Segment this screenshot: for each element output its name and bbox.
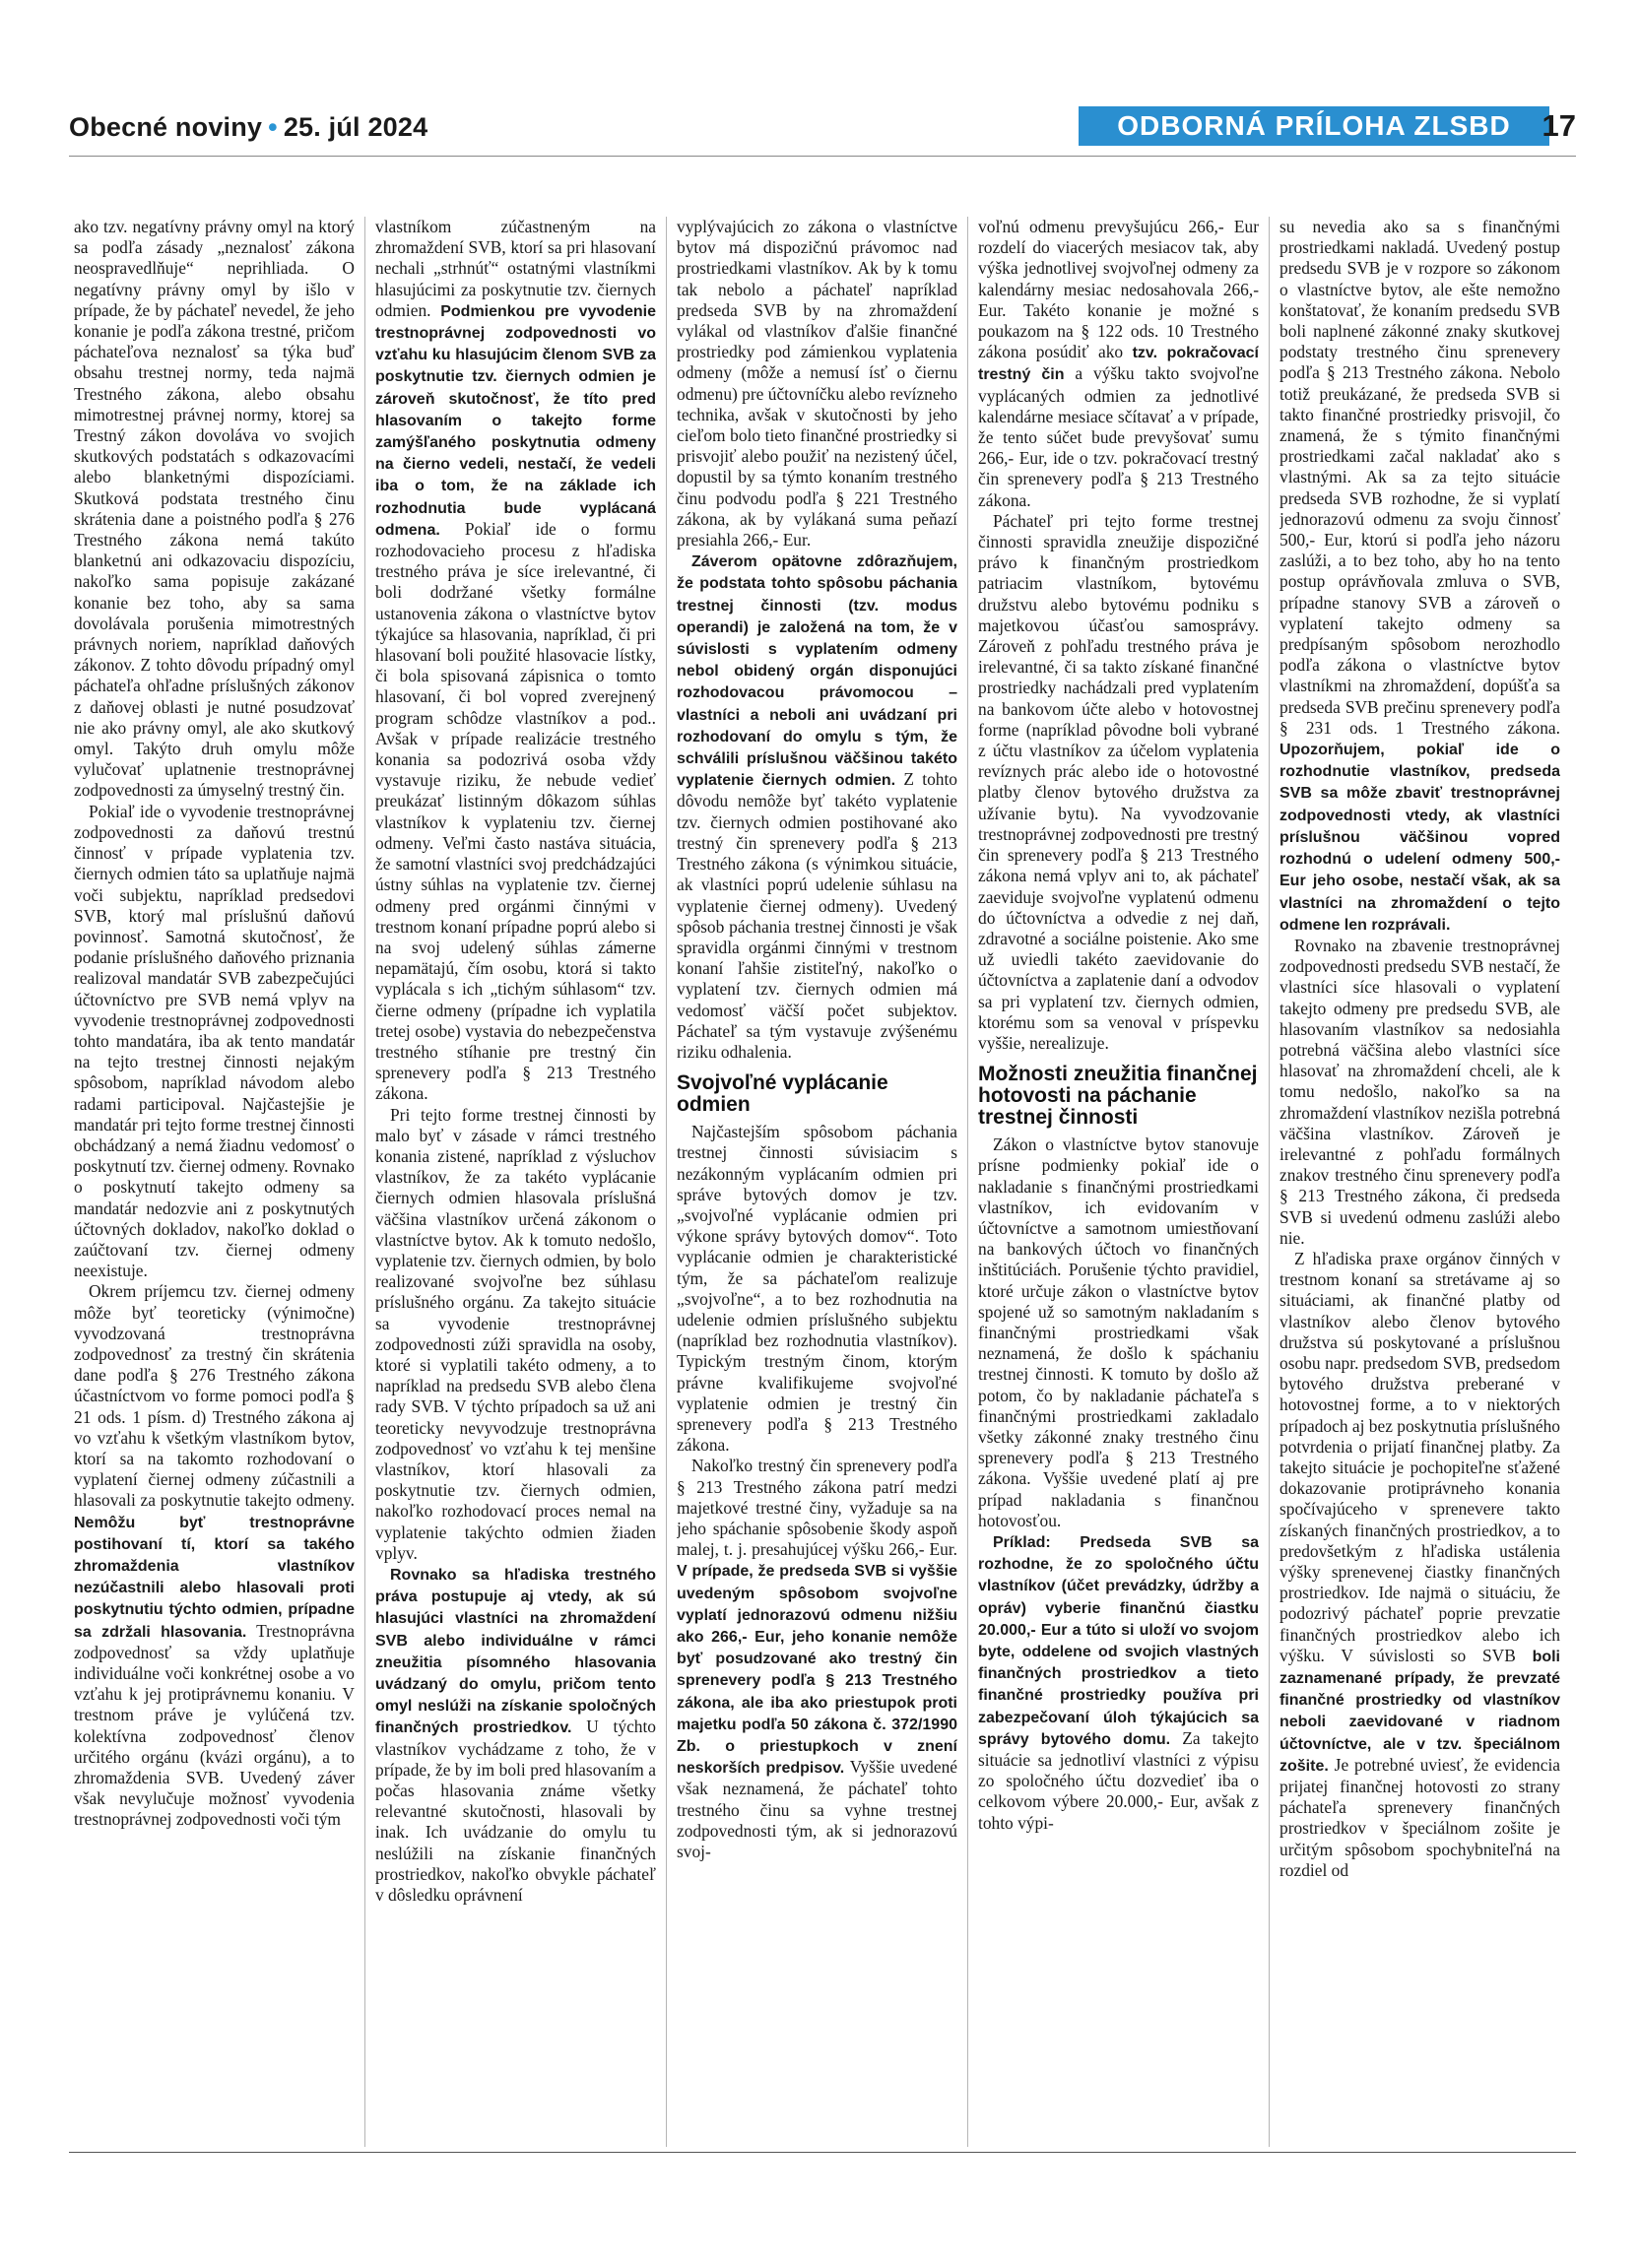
paragraph: [1279, 1249, 1560, 1881]
paragraph: [375, 217, 656, 1105]
paragraph: [1279, 217, 1560, 936]
paragraph: [375, 1564, 656, 1906]
emphasized-text: Upozorňujem, pokiaľ ide o rozhodnutie vlastníkov, predseda SVB sa môže zbaviť trestnoprávnej zodpovednosti vtedy, ak vlastníci príslušnou väčšinou vopred rozhodnú o udelení odmeny 500,- Eur jeho osobe, nestačí však, ak sa vlastníci na zhromaždení o tejto odmene len rozprávali.: [1279, 742, 1560, 934]
newspaper-masthead: [69, 112, 427, 143]
paragraph-text: Pokiaľ ide o formu rozhodovacieho procesu z hľadiska trestného práva je síce irelevantné, či boli dodržané všetky formálne ustanovenia zákona o vlastníctve bytov týkajúce sa hlasovania, napríklad, či pri hlasovaní boli použité hlasovacie lístky, či bola spisovaná zápisnica o tomto hlasovaní, či bol vopred zverejnený program schôdze vlastníkov a pod.. Avšak v prípade realizácie trestného konania sa podozrivá osoba vždy vystavuje riziku, že nebude vedieť preukázať listinným dôkazom súhlas vlastníkov k vyplateniu tzv. čiernej odmeny. Veľmi často nastáva situácia, že samotní vlastníci svoj predchádzajúci ústny súhlas na vyplatenie tzv. čiernej odmeny pred orgánmi činnými v trestnom konaní prípadne poprú alebo si na svoj udelený súhlas zámerne nepamätajú, čím osobu, ktorá si takto vyplácala s ich „tichým súhlasom“ tzv. čierne odmeny (prípadne ich vyplatila tretej osobe) vystavia do nebezpečenstva trestného stíhanie pre trestný čin sprenevery podľa § 213 Trestného zákona.: [375, 518, 656, 1104]
paragraph-text: Nakoľko trestný čin sprenevery podľa § 213 Trestného zákona patrí medzi majetkové trestné činy, vyžaduje sa na jeho spáchanie spôsobenie škody aspoň malej, t. j. presahujúcej výšku 266,- Eur.: [677, 1456, 957, 1560]
paragraph-text: Vyššie uvedené však neznamená, že páchateľ tohto trestného činu sa vyhne trestnej zodpovednosti tým, ak si jednorazovú svoj-: [677, 1757, 957, 1862]
paragraph-text: vlastníkom zúčastneným na zhromaždení SVB, ktorí sa pri hlasovaní nechali „strhnúť“ ostatnými vlastníkmi hlasujúcimi za poskytnutie tzv. čiernych odmien.: [375, 217, 656, 320]
newspaper-name: Obecné noviny: [69, 112, 263, 142]
column-divider: [666, 217, 667, 2147]
paragraph-text: voľnú odmenu prevyšujúcu 266,- Eur rozdelí do viacerých mesiacov tak, aby výška jednotlivej svojvoľnej odmeny za kalendárny mesiac nedosahovala 266,- Eur. Takéto konanie je možné s poukazom na § 122 ods. 10 Trestného zákona posúdiť ako: [978, 217, 1259, 362]
supplement-banner: ODBORNÁ PRÍLOHA ZLSBD: [1079, 106, 1549, 146]
column-divider: [1269, 217, 1270, 2147]
emphasized-text: Rovnako sa hľadiska trestného práva postupuje aj vtedy, ak sú hlasujúci vlastníci na zhromaždení SVB alebo individuálne v rámci zneužitia písomného hlasovania uvádzaný do omylu, pričom tento omyl neslúži na získanie spoločných finančných prostriedkov.: [375, 1567, 656, 1737]
column-5: [1279, 217, 1560, 2152]
emphasized-text: V prípade, že predseda SVB si vyššie uvedeným spôsobom svojvoľne vyplatí jednorazovú odmenu nižšiu ako 266,- Eur, jeho konanie nemôže byť posudzované ako trestný čin sprenevery podľa § 213 Trestného zákona, ale iba ako priestupok proti majetku podľa 50 zákona č. 372/1990 Zb. o priestupkoch v znení neskorších predpisov.: [677, 1563, 957, 1778]
paragraph: Rovnako na zbavenie trestnoprávnej zodpovednosti predsedu SVB nestačí, že vlastníci síce hlasovali o vyplatení takejto odmeny pre predsedu SVB, ale hlasovaním vlastníkov sa nedosiahla potrebná väčšina alebo vlastníci síce hlasovať na zhromaždení chceli, ale k tomu nedošlo, nakoľko sa na zhromaždení vlastníkov nezišla potrebná väčšina vlastníkov. Zároveň je irelevantné z pohľadu formálnych znakov trestného činu sprenevery podľa § 213 Trestného zákona, či predseda SVB si uvedenú odmenu zaslúži alebo nie.: [1279, 935, 1560, 1248]
emphasized-text: Nemôžu byť trestnoprávne postihovaní tí, ktorí sa takého zhromaždenia vlastníkov nezúčastnili alebo hlasovali proti poskytnutiu týchto odmien, prípadne sa zdržali hlasovania.: [74, 1514, 355, 1641]
section-heading: Svojvoľné vyplácanie odmien: [677, 1071, 888, 1117]
emphasized-text: tzv. pokračovací trestný čin: [978, 345, 1259, 384]
page-header: [69, 106, 1576, 146]
column-2: [375, 217, 656, 2152]
paragraph: [677, 551, 957, 1063]
column-3: [677, 217, 957, 2152]
paragraph-text: Z hľadiska praxe orgánov činných v trestnom konaní sa stretávame aj so situáciami, ak finančné platby od vlastníkov alebo členov bytového družstva sú poskytované a príslušnou osobu napr. predsedom SVB, predsedom bytového družstva preberané v hotovostnej forme, a to v niektorých prípadoch aj bez poskytnutia príslušného potvrdenia o prijatí finančnej platby. Za takejto situácie je pochopiteľne sťažené dokazovanie protiprávneho konania spočívajúceho v sprenevere takto získaných finančných prostriedkov, a to predovšetkým z hľadiska ustálenia výšky sprenevenej čiastky finančných prostriedkov. Ide najmä o situáciu, že podozrivý páchateľ poprie prevzatie finančných prostriedkov alebo ich výšku. V súvislosti so SVB: [1279, 1248, 1560, 1665]
paragraph: Páchateľ pri tejto forme trestnej činnosti spravidla zneužije dispozičné právo k finančným prostriedkom patriacim vlastníkom, bytovému družstvu alebo bytovému podniku s majetkovou účasťou samosprávy. Zároveň z pohľadu trestného práva je irelevantné, či sa takto získané finančné prostriedky nachádzali pred vyplatením na bankovom účte alebo v hotovostnej forme (napríklad pôvodne boli vybrané z účtu vlastníkov za účelom vyplatenia revíznych prác alebo ide o hotovostné platby členov bytového družstva za užívanie bytu). Na vyvodzovanie trestnoprávnej zodpovednosti pre trestný čin sprenevery podľa § 213 Trestného zákona nemá vplyv ani to, ak páchateľ zaeviduje svojvoľne vyplatenú odmenu do účtovníctva a odvedie z nej daň, zdravotné a sociálne poistenie. Ako sme už uviedli takéto zaevidovanie do účtovníctva a zaplatenie daní a odvodov sa pri vyplatení tzv. čiernych odmien, ktorému som sa venoval v príspevku vyššie, nerealizuje.: [978, 510, 1259, 1053]
emphasized-text: Podmienkou pre vyvodenie trestnoprávnej zodpovednosti vo vzťahu ku hlasujúcim členom SVB za poskytnutie tzv. čiernych odmien je zároveň skutočnosť, že títo pred hlasovaním o takejto forme zamýšľaného poskytnutia odmeny na čierno vedeli, nestačí, že vedeli iba o tom, že na základe ich rozhodnutia bude vyplácaná odmena.: [375, 302, 656, 539]
emphasized-text: Záverom opätovne zdôrazňujem, že podstata tohto spôsobu páchania trestnej činnosti (tzv. modus operandi) je založená na tom, že v súvislosti s vyplatením odmeny nebol obidený orgán disponujúci rozhodovacou právomocou – vlastníci a neboli ani uvádzaní pri rozhodovaní do omylu s tým, že schválili príslušnou väčšinou takéto vyplatenie čiernych odmien.: [677, 553, 957, 790]
paragraph: Zákon o vlastníctve bytov stanovuje prísne podmienky pokiaľ ide o nakladanie s finančnými prostriedkami vlastníkov, ich evidovaním v účtovníctve a samotnom umiestňovaní na bankových účtoch vo finančných inštitúciách. Porušenie týchto pravidiel, ktoré určuje zákon o vlastníctve bytov spojené už so samotným nakladaním s finančnými prostriedkami však neznamená, že došlo k spáchaniu trestnej činnosti. K tomuto by došlo až potom, čo by nakladanie páchateľa s finančnými prostriedkami zakladalo všetky zákonné znaky trestného činu sprenevery podľa § 213 Trestného zákona. Vyššie uvedené platí aj pre prípad nakladania s finančnou hotovosťou.: [978, 1134, 1259, 1530]
paragraph: ako tzv. negatívny právny omyl na ktorý sa podľa zásady „neznalosť zákona neospravedlňuje“ neprihliada. O negatívny právny omyl by išlo v prípade, že by páchateľ nevedel, že jeho konanie je podľa zákona trestné, pričom páchateľova neznalosť sa týka buď obsahu trestnej normy, teda najmä Trestného zákona, alebo obsahu mimotrestnej právnej normy, ktorej sa Trestný zákon dovoláva vo svojich skutkových podstatách s odkazovacími alebo blanketnými dispozíciami. Skutková podstata trestného činu skrátenia dane a poistného podľa § 276 Trestného zákona nemá takúto blanketnú ani odkazovaciu dispozíciu, nakoľko sama popisuje zakázané konanie bez toho, aby sa sama dovolávala porušenia mimotrestných právnych noriem, napríklad daňových zákonov. Z tohto dôvodu prípadný omyl páchateľa ohľadne príslušných zákonov z daňovej oblasti je nutné posudzovať nie ako právny omyl, ale ako skutkový omyl. Takýto druh omylu môže vylučovať uplatnenie trestnoprávnej zodpovednosti za úmyselný trestný čin.: [74, 217, 355, 801]
paragraph-text: U týchto vlastníkov vychádzame z toho, že v prípade, že by im boli pred hlasovaním a počas hlasovania známe všetky relevantné skutočnosti, hlasovali by inak. Ich uvádzanie do omylu tu neslúžili na získanie finančných prostriedkov, nakoľko obvykle páchateľ v dôsledku oprávnení: [375, 1717, 656, 1906]
paragraph: [978, 217, 1259, 511]
paragraph: Pokiaľ ide o vyvodenie trestnoprávnej zodpovednosti za daňovú trestnú činnosť v prípade vyplatenia tzv. čiernych odmien táto sa uplatňuje najmä voči subjektu, napríklad predsedovi SVB, ktorý mal príslušnú daňovú povinnosť. Samotná skutočnosť, že podanie príslušného daňového priznania realizoval mandatár SVB zabezpečujúci účtovníctvo pre SVB nemá vplyv na vyvodenie trestnoprávnej zodpovednosti tohto mandatára, iba ak tento mandatár na tejto trestnej činnosti nejakým spôsobom, napríklad návodom alebo radami participoval. Najčastejšie je mandatár pri tejto forme trestnej činnosti obchádzaný a nemá žiadnu vedomosť o poskytnutí tzv. čiernej odmeny. Rovnako o poskytnutí takejto odmeny sa mandatár nedozvie ani z poskytnutých účtovných dokladov, nakoľko doklad o zaúčtovaní tzv. čiernej odmeny neexistuje.: [74, 801, 355, 1281]
footer-rule: [69, 2152, 1576, 2153]
paragraph-text: Okrem príjemcu tzv. čiernej odmeny môže byť teoreticky (výnimočne) vyvodzovaná trestnoprávna zodpovednosť za trestný čin skrátenia dane podľa § 276 Trestného zákona účastníctvom vo forme pomoci podľa § 21 ods. 1 písm. d) Trestného zákona aj vo vzťahu k všetkým vlastníkom bytov, ktorí sa na takomto rozhodovaní o vyplatení čiernej odmeny zúčastnili a hlasovali za poskytnutie takejto odmeny.: [74, 1281, 355, 1511]
issue-date: 25. júl 2024: [283, 112, 428, 142]
paragraph-text: su nevedia ako sa s finančnými prostriedkami nakladá. Uvedený postup predsedu SVB je v rozpore so zákonom o vlastníctve bytov, ale ešte nemožno konštatovať, že konaním predsedu SVB boli naplnené zákonné znaky skutkovej podstaty trestného činu sprenevery podľa § 213 Trestného zákona. Nebolo totiž preukázané, že predseda SVB si takto finančné prostriedky prisvojil, čo znamená, že s týmito finančnými prostriedkami začal nakladať ako s vlastnými. Ak sa za tejto situácie predseda SVB rozhodne, že si vyplatí jednorazovú odmenu za svoju činnosť 500,- Eur, ktorú si podľa jeho názoru zaslúži, a to bez toho, aby ho na tento postup oprávňovala zmluva o SVB, prípadne stanovy SVB a zároveň o vyplatení takejto odmeny sa predpísaným spôsobom nerozhodlo podľa zákona o vlastníctve bytov vlastníkmi na zhromaždení, dopúšťa sa predseda SVB prečinu sprenevery podľa § 231 ods. 1 Trestného zákona.: [1279, 217, 1560, 738]
emphasized-text: Príklad: Predseda SVB sa rozhodne, že zo spoločného účtu vlastníkov (účet prevádzky, údržby a opráv) vyberie finančnú čiastku 20.000,- Eur a túto si uloží vo svojom byte, oddelene od svojich vlastných finančných prostriedkov a tieto finančné prostriedky používa pri zabezpečovaní úloh týkajúcich sa správy bytového domu.: [978, 1533, 1259, 1748]
paragraph: Pri tejto forme trestnej činnosti by malo byť v zásade v rámci trestného konania zistené, napríklad z výsluchov vlastníkov, že za takéto vyplácanie čiernych odmien hlasovala príslušná väčšina vlastníkov určená zákonom o vlastníctve bytov. Ak k tomuto nedošlo, vyplatenie tzv. čiernych odmien, by bolo realizované svojvoľne bez súhlasu príslušného orgánu. Za takejto situácie sa vyvodenie trestnoprávnej zodpovednosti zúži spravidla na osoby, ktoré si vyplatili takéto odmeny, a to napríklad na predsedu SVB alebo člena rady SVB. V týchto prípadoch sa už ani teoreticky nevyvodzuje trestnoprávna zodpovednosť vo vzťahu k tej menšine vlastníkov, ktorí hlasovali za poskytnutie tzv. čiernych odmien, nakoľko rozhodovací proces nemal na vyplatenie takýchto odmien žiaden vplyv.: [375, 1104, 656, 1563]
paragraph: Najčastejším spôsobom páchania trestnej činnosti súvisiacim s nezákonným vyplácaním odmien pri správe bytových domov je tzv. „svojvoľné vyplácanie odmien pri výkone správy bytových domov“. Toto vyplácanie odmien je charakteristické tým, že sa páchateľom realizuje „svojvoľne“, a to bez rozhodnutia na udelenie odmien príslušného subjektu (napríklad bez rozhodnutia vlastníkov). Typickým trestným činom, ktorým právne kvalifikujeme svojvoľné vyplatenie odmien je trestný čin sprenevery podľa § 213 Trestného zákona.: [677, 1122, 957, 1456]
section-heading: Možnosti zneužitia finančnej hotovosti na páchanie trestnej činnosti: [978, 1063, 1258, 1130]
column-divider: [364, 217, 365, 2147]
column-1: [74, 217, 355, 2152]
header-rule: [69, 156, 1576, 157]
paragraph-text: a výšku takto svojvoľne vyplácaných odmien za jednotlivé kalendárne mesiace sčítavať a v prípade, že tento súčet bude prevyšovať sumu 266,- Eur, ide o tzv. pokračovací trestný čin sprenevery podľa § 213 Trestného zákona.: [978, 363, 1259, 510]
paragraph: [74, 1281, 355, 1830]
paragraph-text: Je potrebné uviesť, že evidencia prijatej finančnej hotovosti zo strany páchateľa sprenevery finančných prostriedkov v špeciálnom zošite je určitým spôsobom spochybniteľná na rozdiel od: [1279, 1754, 1560, 1880]
column-divider: [967, 217, 968, 2147]
emphasized-text: boli zaznamenané prípady, že prevzaté finančné prostriedky od vlastníkov neboli zaevidované v riadnom účtovníctve, ale v tzv. špeciálnom zošite.: [1279, 1648, 1560, 1775]
paragraph-text: Z tohto dôvodu nemôže byť takéto vyplatenie tzv. čiernych odmien postihované ako trestný čin sprenevery podľa § 213 Trestného zákona (s výnimkou situácie, ak vlastníci poprú udelenie súhlasu na vyplatenie čiernej odmeny). Uvedený spôsob páchania trestnej činnosti je však spravidla orgánmi činnými v trestnom konaní ľahšie zistiteľný, nakoľko o vyplatení tzv. čiernych odmien má vedomosť väčší počet subjektov. Páchateľ sa tým vystavuje zvýšenému riziku odhalenia.: [677, 769, 957, 1062]
paragraph-text: Za takejto situácie sa jednotliví vlastníci z výpisu zo spoločného účtu dozvedieť iba o celkovom výbere 20.000,- Eur, avšak z tohto výpi-: [978, 1727, 1259, 1833]
page-number: 17: [1542, 108, 1576, 143]
paragraph-text: Trestnoprávna zodpovednosť sa vždy uplatňuje individuálne voči konkrétnej osobe a vo vzťahu k jej protiprávnemu konaniu. V trestnom práve je vylúčená tzv. kolektívna zodpovednosť členov určitého orgánu (kvázi orgánu), a to zhromaždenia SVB. Uvedený záver však nevylučuje možnosť vyvodenia trestnoprávnej zodpovednosti voči tým: [74, 1620, 355, 1830]
paragraph: [677, 1456, 957, 1862]
separator-dot: •: [268, 112, 278, 142]
paragraph: [978, 1531, 1259, 1834]
column-4: [978, 217, 1259, 2152]
article-body: [74, 217, 1571, 2152]
paragraph: vyplývajúcich zo zákona o vlastníctve bytov má dispozičnú právomoc nad prostriedkami vlastníkov. Ak by k tomu tak nebolo a páchateľ napríklad predseda SVB by na zhromaždení vylákal od vlastníkov ďalšie finančné prostriedky pod zámienkou vyplatenia odmeny (môže a nemusí ísť o čiernu odmenu) pre účtovníčku alebo revízneho technika, avšak v skutočnosti by jeho cieľom bolo tieto finančné prostriedky si prisvojiť alebo použiť na nezistený účel, dopustil by sa týmto konaním trestného činu podvodu podľa § 221 Trestného zákona, ak by vylákaná suma peňazí presiahla 266,- Eur.: [677, 217, 957, 551]
